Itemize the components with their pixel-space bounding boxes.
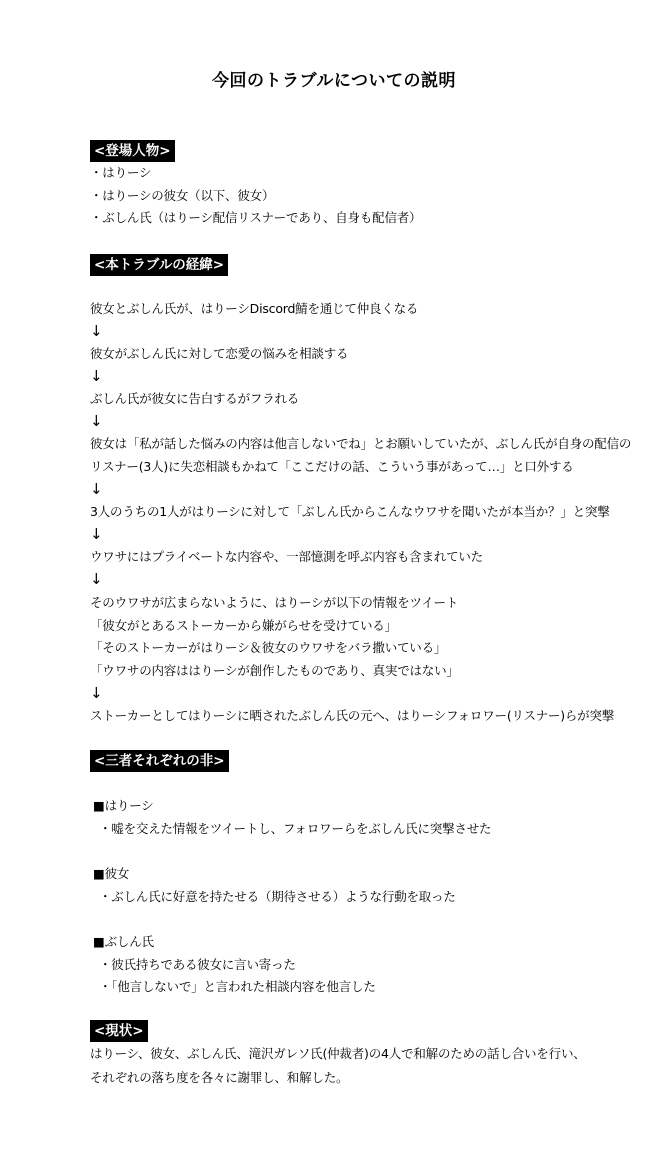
section-heading-characters: <登場人物> [90,140,175,162]
down-arrow-icon: ↓ [90,684,103,702]
current-line: それぞれの落ち度を各々に謝罪し、和解した。 [90,1070,349,1085]
down-arrow-icon: ↓ [90,480,103,498]
fault-item: ・嘘を交えた情報をツイートし、フォロワーらをぶしん氏に突撃させた [99,821,492,836]
down-arrow-icon: ↓ [90,367,103,385]
fault-group-name: ■ぶしん氏 [93,934,154,949]
down-arrow-icon: ↓ [90,525,103,543]
section-heading-current: <現状> [90,1020,148,1042]
history-line: 「そのストーカーがはりーシ＆彼女のウワサをバラ撒いている」 [90,640,447,655]
character-item: ・はりーシの彼女（以下、彼女） [90,188,275,203]
page-title: 今回のトラブルについての説明 [212,71,456,91]
down-arrow-icon: ↓ [90,412,103,430]
history-line: 彼女とぶしん氏が、はりーシDiscord鯖を通じて仲良くなる [90,301,419,316]
fault-item: ・「他言しないで」と言われた相談内容を他言した [99,979,376,994]
history-line: 3人のうちの1人がはりーシに対して「ぶしん氏からこんなウワサを聞いたが本当か？」と突撃 [90,504,610,519]
current-line: はりーシ、彼女、ぶしん氏、滝沢ガレソ氏(仲裁者)の4人で和解のための話し合いを行い、 [90,1046,586,1061]
fault-item: ・彼氏持ちである彼女に言い寄った [99,957,296,972]
down-arrow-icon: ↓ [90,570,103,588]
history-line: リスナー(3人)に失恋相談もかねて「ここだけの話、こういう事があって…」と口外する [90,459,574,474]
section-heading-faults: <三者それぞれの非> [90,750,229,772]
history-line: 彼女は「私が話した悩みの内容は他言しないでね」とお願いしていたが、ぶしん氏が自身の配信の [90,436,632,451]
character-item: ・ぶしん氏（はりーシ配信リスナーであり、自身も配信者） [90,210,422,225]
history-line: ぶしん氏が彼女に告白するがフラれる [90,391,300,406]
fault-group-name: ■彼女 [93,866,130,881]
section-heading-history: <本トラブルの経緯> [90,254,228,276]
fault-group-name: ■はりーシ [93,798,154,813]
history-line: ウワサにはプライベートな内容や、一部憶測を呼ぶ内容も含まれていた [90,549,483,564]
fault-item: ・ぶしん氏に好意を持たせる（期待させる）ような行動を取った [99,889,456,904]
history-line: 「彼女がとあるストーカーから嫌がらせを受けている」 [90,618,397,633]
history-line: ストーカーとしてはりーシに晒されたぶしん氏の元へ、はりーシフォロワー(リスナー)らが突撃 [90,708,615,723]
down-arrow-icon: ↓ [90,322,103,340]
history-line: 彼女がぶしん氏に対して恋愛の悩みを相談する [90,346,349,361]
history-line: そのウワサが広まらないように、はりーシが以下の情報をツイート [90,595,459,610]
character-item: ・はりーシ [90,165,152,180]
history-line: 「ウワサの内容ははりーシが創作したものであり、真実ではない」 [90,663,459,678]
